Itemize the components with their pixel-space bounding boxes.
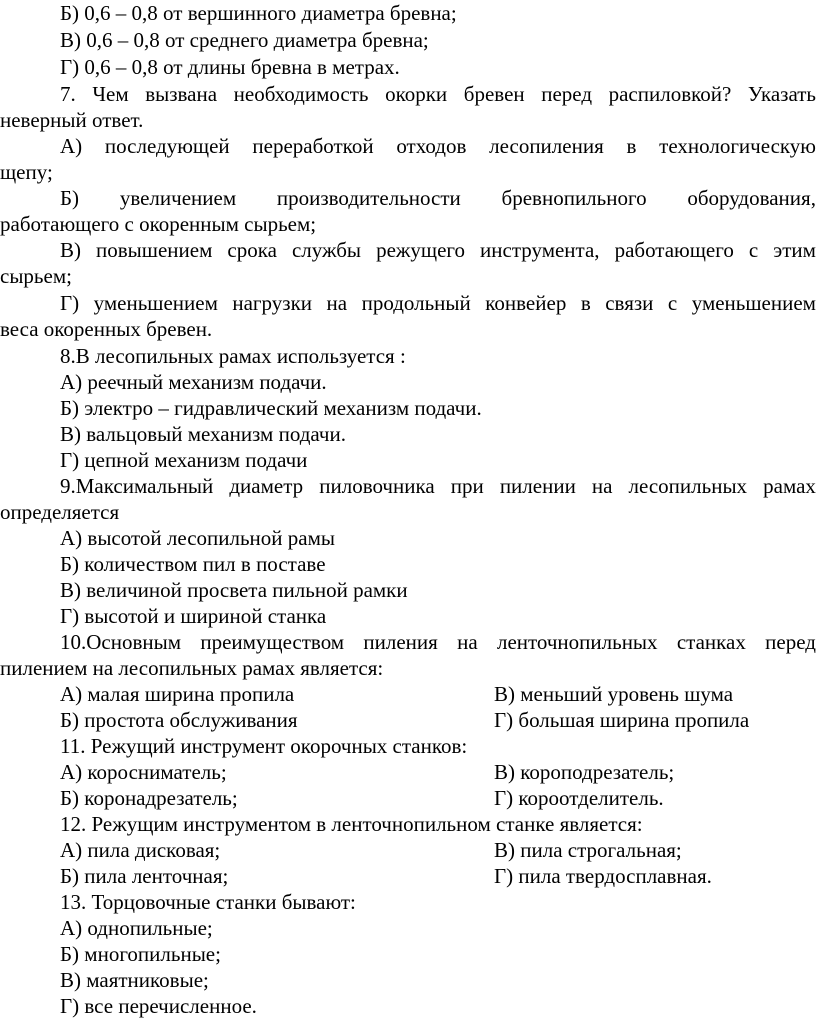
word: последующей: [104, 134, 230, 158]
q13-option-v: В) маятниковые;: [60, 968, 209, 992]
word: уменьшением: [93, 291, 218, 315]
q13-option-a: А) однопильные;: [60, 916, 213, 940]
q6-option-b: Б) 0,6 – 0,8 от вершинного диаметра бревна;: [60, 1, 457, 25]
q10-question-line1: [60, 629, 816, 655]
q9-question-line1: [60, 473, 816, 499]
q11-option-a: А) коросниматель;: [60, 760, 227, 784]
q12-option-b: Б) пила ленточная;: [60, 864, 229, 888]
word: ленточнопильных: [496, 630, 658, 654]
q11-option-v: В) короподрезатель;: [494, 760, 675, 784]
word: Указать: [747, 82, 816, 106]
word: в: [580, 291, 591, 315]
word: лесопильных: [628, 474, 748, 498]
q7-option-v-line2: сырьем;: [0, 264, 72, 288]
word: Б): [60, 186, 80, 210]
word: В): [60, 238, 81, 262]
word: инструмента,: [480, 238, 600, 262]
word: перед: [765, 630, 816, 654]
word: увеличением: [119, 186, 237, 210]
q8-option-b: Б) электро – гидравлический механизм подачи.: [60, 396, 482, 420]
word: пиления: [363, 630, 438, 654]
q12-option-g: Г) пила твердосплавная.: [494, 864, 712, 888]
q7-question-line2: неверный ответ.: [0, 108, 144, 132]
q9-option-g: Г) высотой и шириной станка: [60, 604, 327, 628]
word: бревен: [463, 82, 525, 106]
word: переработкой: [252, 134, 374, 158]
q10-option-a: А) малая ширина пропила: [60, 682, 295, 706]
word: лесопиления: [489, 134, 604, 158]
q10-option-b: Б) простота обслуживания: [60, 708, 298, 732]
word: оборудования,: [687, 186, 816, 210]
word: на: [591, 474, 613, 498]
q7-option-a-line1: [60, 133, 816, 159]
q6-option-v: В) 0,6 – 0,8 от среднего диаметра бревна;: [60, 28, 429, 52]
q7-option-g-line2: веса окоренных бревен.: [0, 317, 213, 341]
q11-option-b: Б) коронадрезатель;: [60, 786, 238, 810]
q10-option-v: В) меньший уровень шума: [494, 682, 734, 706]
word: продольный: [361, 291, 471, 315]
word: связи: [605, 291, 654, 315]
word: вызвана: [145, 82, 218, 106]
word: с: [748, 238, 759, 262]
word: распиловкой?: [608, 82, 732, 106]
q7-question-line1: [60, 81, 816, 107]
word: на: [457, 630, 478, 654]
word: пилении: [499, 474, 576, 498]
word: Г): [60, 291, 80, 315]
word: службы: [291, 238, 362, 262]
q9-option-b: Б) количеством пил в поставе: [60, 552, 326, 576]
q9-question-line2: определяется: [0, 500, 120, 524]
word: перед: [541, 82, 593, 106]
q8-option-g: Г) цепной механизм подачи: [60, 448, 308, 472]
q13-option-g: Г) все перечисленное.: [60, 994, 257, 1018]
word: пиловочника: [319, 474, 435, 498]
q11-question: 11. Режущий инструмент окорочных станков:: [60, 734, 468, 758]
q12-option-v: В) пила строгальная;: [494, 838, 682, 862]
q8-question: 8.В лесопильных рамах используется :: [60, 344, 406, 368]
word: диаметр: [229, 474, 304, 498]
word: технологическую: [659, 134, 816, 158]
q7-option-b-line2: работающего с окоренным сырьем;: [0, 212, 317, 236]
word: с: [667, 291, 678, 315]
word: этим: [773, 238, 816, 262]
q7-option-a-line2: щепу;: [0, 160, 53, 184]
word: на: [326, 291, 348, 315]
word: преимуществом: [200, 630, 345, 654]
q10-option-g: Г) большая ширина пропила: [494, 708, 750, 732]
word: рамах: [763, 474, 816, 498]
word: производительности: [276, 186, 461, 210]
q7-option-v-line1: [60, 237, 816, 263]
word: при: [450, 474, 484, 498]
word: 10.Основным: [60, 630, 182, 654]
word: в: [626, 134, 637, 158]
q8-option-a: А) реечный механизм подачи.: [60, 370, 327, 394]
word: режущего: [376, 238, 465, 262]
q7-option-b-line1: [60, 185, 816, 211]
q10-question-line2: пилением на лесопильных рамах является:: [0, 656, 384, 680]
q12-option-a: А) пила дисковая;: [60, 838, 221, 862]
q11-option-g: Г) короотделитель.: [494, 786, 664, 810]
word: бревнопильного: [501, 186, 647, 210]
q9-option-a: А) высотой лесопильной рамы: [60, 526, 335, 550]
word: работающего: [614, 238, 734, 262]
word: конвейер: [485, 291, 567, 315]
word: 9.Максимальный: [60, 474, 214, 498]
q12-question: 12. Режущим инструментом в ленточнопильном станке является:: [60, 812, 643, 836]
word: нагрузки: [232, 291, 313, 315]
word: уменьшением: [691, 291, 816, 315]
q13-option-b: Б) многопильные;: [60, 942, 221, 966]
word: повышением: [96, 238, 213, 262]
q6-option-g: Г) 0,6 – 0,8 от длины бревна в метрах.: [60, 55, 400, 79]
word: Чем: [92, 82, 129, 106]
word: 7.: [60, 82, 76, 106]
word: станках: [676, 630, 746, 654]
q9-option-v: В) величиной просвета пильной рамки: [60, 578, 408, 602]
q7-option-g-line1: [60, 290, 816, 316]
word: А): [60, 134, 83, 158]
word: окорки: [385, 82, 448, 106]
word: срока: [227, 238, 277, 262]
word: необходимость: [233, 82, 369, 106]
q13-question: 13. Торцовочные станки бывают:: [60, 890, 356, 914]
q8-option-v: В) вальцовый механизм подачи.: [60, 422, 346, 446]
word: отходов: [396, 134, 467, 158]
